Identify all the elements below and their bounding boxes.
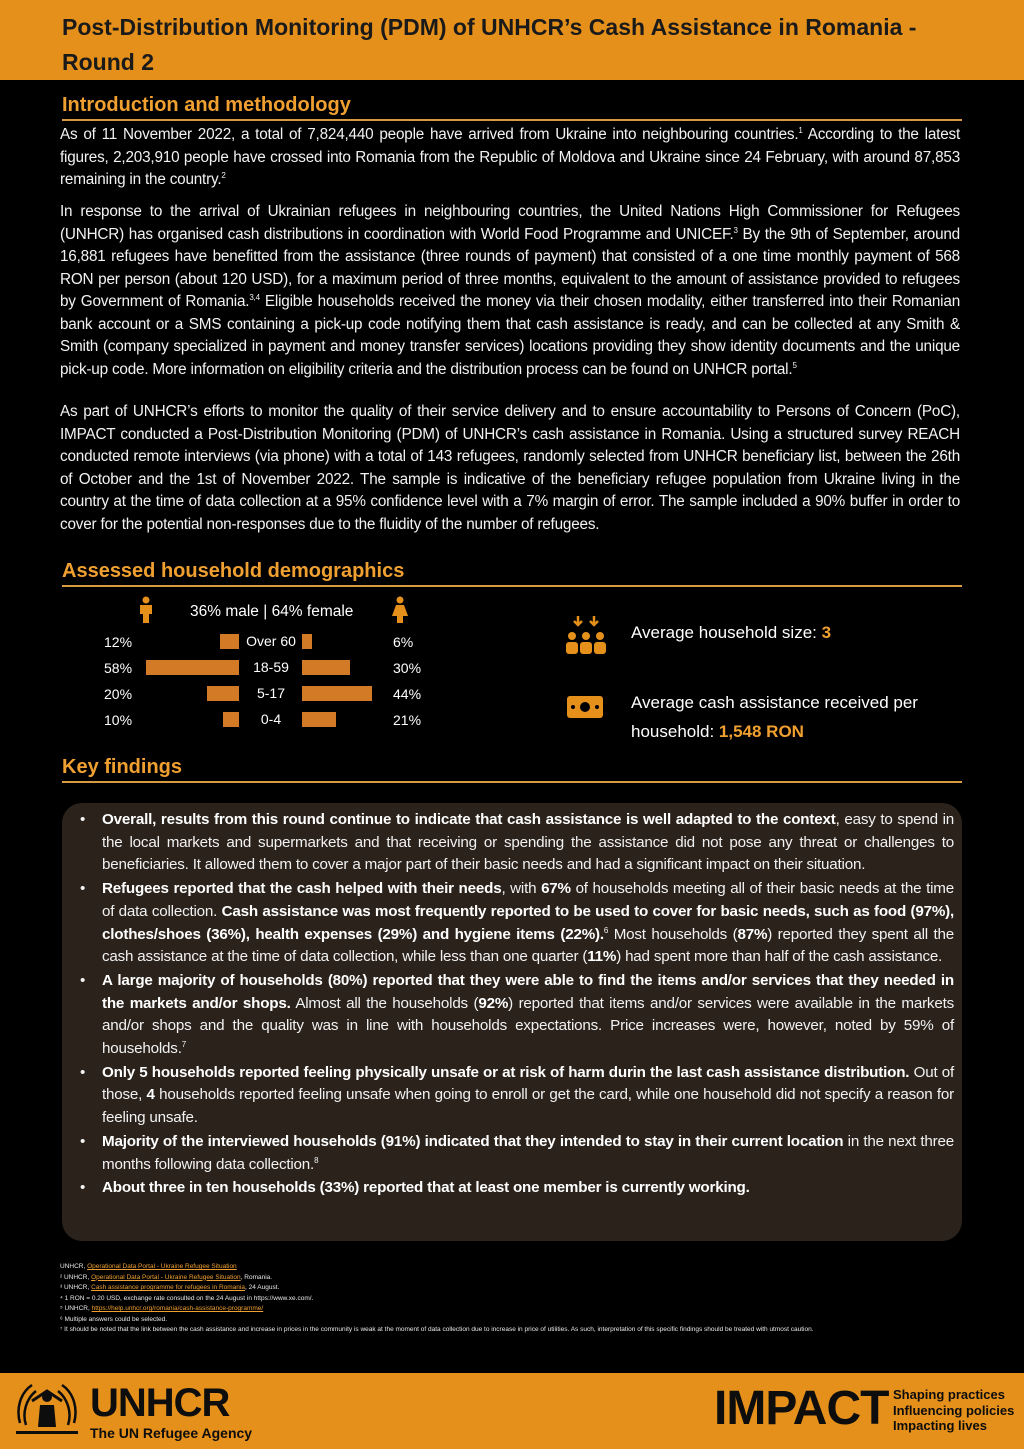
- female-percent: 6%: [393, 634, 414, 650]
- footnote-text: ² UNHCR,: [60, 1273, 92, 1281]
- male-bar: [220, 634, 239, 649]
- footnote: [60, 1283, 960, 1294]
- footnote-ref: 3: [733, 225, 738, 235]
- findings-panel: [62, 803, 962, 1241]
- cash-assistance-kpi: [631, 688, 918, 746]
- male-bar: [223, 712, 239, 727]
- bullet-icon: •: [80, 811, 86, 828]
- female-bar: [302, 660, 350, 675]
- finding-item: [74, 970, 954, 1061]
- finding-text: Almost all the households (: [290, 994, 479, 1012]
- header-banner: [0, 0, 1024, 80]
- footnote-link[interactable]: Cash assistance programme for refugees in Romania: [91, 1284, 245, 1291]
- female-bar: [302, 634, 312, 649]
- footnotes: [60, 1262, 960, 1336]
- footnote-link[interactable]: Operational Data Portal - Ukraine Refugee Situation: [87, 1263, 237, 1270]
- bullet-icon: •: [80, 971, 86, 989]
- finding-highlight: 92%: [478, 994, 509, 1012]
- household-size-kpi: [631, 618, 831, 647]
- finding-highlight: About three in ten households (33%) reported that at least one member is currently working.: [102, 1179, 750, 1197]
- footnote-ref: 6: [603, 925, 609, 935]
- male-icon: [136, 596, 156, 624]
- bullet-icon: •: [80, 1132, 86, 1150]
- female-percent: 30%: [393, 660, 422, 676]
- finding-text: in the next three months following data collection.: [102, 1132, 954, 1173]
- finding-highlight: Majority of the interviewed households (91%) indicated that they intended to stay in their current location: [102, 1132, 844, 1150]
- footnote-link[interactable]: Operational Data Portal - Ukraine Refugee Situation: [91, 1273, 241, 1281]
- intro-paragraph-2: [60, 201, 960, 381]
- footnote-link[interactable]: https://help.unhcr.org/romania/cash-assistance-programme/: [91, 1305, 264, 1312]
- female-percent: 21%: [393, 712, 422, 728]
- finding-text: ) had spent more than half of the cash assistance.: [616, 948, 943, 966]
- footnote: [60, 1304, 960, 1315]
- footnote-text: ⁵ UNHCR,: [60, 1305, 92, 1312]
- gender-split-label: 36% male | 64% female: [190, 603, 354, 620]
- finding-text: ) reported that items and/or services were available in the markets and/or shops and the quality was in line with households expectations. Price increases were, however, noted by 59% of households.: [102, 994, 954, 1058]
- intro-p2-text-c: Eligible households received the money via their chosen modality, either transferred into their Romanian bank account or a SMS containing a pick-up code notifying them that cash assistance is ready, and can be collected at any Smith & Smith (company specialized in payment and money transfer services) locations providing they show identity documents and the unique pick-up code. More information on eligibility criteria and the distribution process can be found on UNHCR portal.: [60, 293, 960, 378]
- impact-logo-text: IMPACT: [714, 1382, 889, 1435]
- footnote: [60, 1325, 960, 1336]
- intro-paragraph-3: As part of UNHCR’s efforts to monitor the quality of their service delivery and to ensure accountability to Persons of Concern (PoC), IMPACT conducted a Post-Distribution Monitoring (PDM) of UNHCR’s cash assistance in Romania. Using a structured survey REACH conducted remote interviews (via phone) with a total of 143 refugees, randomly selected from UNHCR beneficiary list, between the 26th of October and the 1st of November 2022. The sample is indicative of the beneficiary refugee population from Ukraine living in the country at the time of data collection at a 95% confidence level with a 7% margin of error. The sample included a 90% buffer in order to cover for the potential non-responses due to the fluidity of the number of refugees.: [60, 403, 960, 533]
- intro-p1-text-b: According to the latest figures, 2,203,910 people have crossed into Romania from the Republic of Moldova and Ukraine since 24 February, with around 87,853 remaining in the country.: [60, 126, 960, 188]
- footnote: [60, 1273, 960, 1284]
- finding-highlight: 4: [146, 1086, 155, 1104]
- intro-p1-text-a: As of 11 November 2022, a total of 7,824,440 people have arrived from Ukraine into neighbouring countries.: [60, 126, 799, 143]
- intro-p2-text-b: By the 9th of September, around 16,881 refugees have benefitted from the assistance (three rounds of payment) that consisted of a one time monthly payment of 568 RON per person (about 120 USD), for a maximum period of three months, equivalent to the amount of assistance provided to refugees by Government of Romania.: [60, 225, 960, 310]
- bullet-icon: •: [80, 1063, 86, 1081]
- female-percent: 44%: [393, 686, 422, 702]
- bullet-icon: •: [80, 880, 86, 898]
- male-bar: [207, 686, 239, 701]
- finding-text: of households meeting all of their basic needs at the time of data collection.: [102, 880, 954, 920]
- footnote-text: , Romania.: [240, 1273, 273, 1281]
- finding-item: [74, 878, 954, 969]
- impact-tagline-1: Shaping practices: [893, 1387, 1005, 1402]
- footnote-text: ⁷ It should be noted that the link between the cash assistance and increase in prices in the community is weak at the moment of data collection due to increase in price of utilities. As such, interpretation of this specific findings should be treated with utmost caution.: [60, 1326, 814, 1333]
- male-percent: 12%: [104, 634, 133, 650]
- unhcr-logo-text: UNHCR: [90, 1381, 230, 1425]
- female-icon: [390, 596, 410, 624]
- finding-highlight: 87%: [737, 925, 768, 943]
- footnote-text: UNHCR,: [60, 1263, 88, 1270]
- finding-text: Out of those,: [102, 1063, 954, 1104]
- bullet-icon: •: [80, 1179, 86, 1197]
- finding-text: , easy to spend in the local markets and supermarkets and that receiving or spending the assistance did not pose any threat or challenges to beneficiaries. It allowed them to cover a major part of their basic needs and had a significant impact on their situation.: [102, 811, 954, 874]
- age-group-label: Over 60: [246, 633, 296, 649]
- finding-highlight: 11%: [587, 948, 617, 966]
- intro-heading: Introduction and methodology: [62, 92, 962, 121]
- age-group-label: 5-17: [256, 685, 286, 701]
- page-title: Post-Distribution Monitoring (PDM) of UNHCR’s Cash Assistance in Romania - Round 2: [62, 14, 917, 75]
- finding-text: households reported feeling unsafe when going to enroll or get the card, while one household did not specify a reason for feeling unsafe.: [102, 1086, 954, 1127]
- finding-highlight: Cash assistance was most frequently reported to be used to cover for basic needs, such as food (97%), clothes/shoes (36%), health expenses (29%) and hygiene items (22%).: [102, 902, 954, 943]
- findings-list: [74, 809, 954, 1200]
- finding-item: [74, 1062, 954, 1130]
- demographics-heading: Assessed household demographics: [62, 558, 962, 587]
- footnote: [60, 1294, 960, 1305]
- footnote-text: ⁶ Multiple answers could be selected.: [60, 1315, 168, 1323]
- finding-text: Most households (: [608, 925, 738, 943]
- male-percent: 58%: [104, 660, 133, 676]
- footnote-ref: 3,4: [249, 292, 260, 302]
- footnote-text: , 24 August.: [244, 1284, 280, 1291]
- cash-icon: [566, 692, 604, 722]
- footnote-ref: 8: [314, 1155, 319, 1165]
- female-bar: [302, 686, 372, 701]
- footnote-text: ³ UNHCR,: [60, 1284, 92, 1291]
- age-group-label: 0-4: [260, 711, 282, 727]
- female-bar: [302, 712, 336, 727]
- footnote: [60, 1262, 960, 1273]
- family-icon: [564, 614, 610, 658]
- finding-text: ) reported they spent all the cash assistance at the time of data collection, while less than one quarter (: [102, 925, 955, 966]
- impact-tagline: [893, 1387, 1014, 1434]
- finding-highlight: 67%: [541, 880, 571, 898]
- footer-banner: [0, 1373, 1024, 1449]
- footnote-ref: 1: [798, 125, 803, 135]
- footnote-text: ⁴ 1 RON = 0.20 USD, exchange rate consulted on the 24 August in https://www.xe.com/.: [60, 1294, 314, 1302]
- finding-item: [74, 809, 954, 877]
- finding-highlight: Refugees reported that the cash helped with their needs: [102, 880, 502, 898]
- household-size-label: Average household size:: [631, 623, 817, 642]
- finding-highlight: Only 5 households reported feeling physically unsafe or at risk of harm durin the last cash assistance distribution.: [102, 1063, 910, 1081]
- finding-highlight: Overall, results from this round continue to indicate that cash assistance is well adapted to the context: [102, 811, 836, 828]
- intro-paragraph-1: [60, 124, 960, 192]
- male-bar: [146, 660, 239, 675]
- unhcr-logo-icon: [12, 1379, 82, 1443]
- footnote-ref: 2: [221, 170, 226, 180]
- intro-p2-text-a: In response to the arrival of Ukrainian refugees in neighbouring countries, the United Nations High Commissioner for Refugees (UNHCR) has organised cash distributions in coordination with World Food Programme and UNICEF.: [60, 203, 960, 243]
- findings-heading: Key findings: [62, 754, 962, 783]
- male-percent: 20%: [104, 686, 133, 702]
- unhcr-tagline: The UN Refugee Agency: [90, 1425, 253, 1441]
- household-size-value: 3: [821, 623, 832, 642]
- finding-text: , with: [501, 880, 542, 898]
- footnote-ref: 7: [181, 1039, 186, 1049]
- impact-tagline-2: Influencing policies: [893, 1402, 1015, 1418]
- cash-label-line-1: Average cash assistance received per: [631, 693, 918, 712]
- cash-value: 1,548 RON: [718, 722, 804, 741]
- impact-tagline-3: Impacting lives: [893, 1418, 987, 1433]
- cash-label-line-2: household:: [631, 722, 715, 741]
- age-group-label: 18-59: [253, 659, 289, 675]
- finding-item: [74, 1131, 954, 1176]
- footnote: [60, 1315, 960, 1326]
- male-percent: 10%: [104, 712, 133, 728]
- finding-item: [74, 1177, 954, 1200]
- footnote-ref: 5: [792, 360, 797, 370]
- finding-highlight: A large majority of households (80%) reported that they were able to find the items and/or services that they needed in the markets and/or shops.: [102, 971, 954, 1012]
